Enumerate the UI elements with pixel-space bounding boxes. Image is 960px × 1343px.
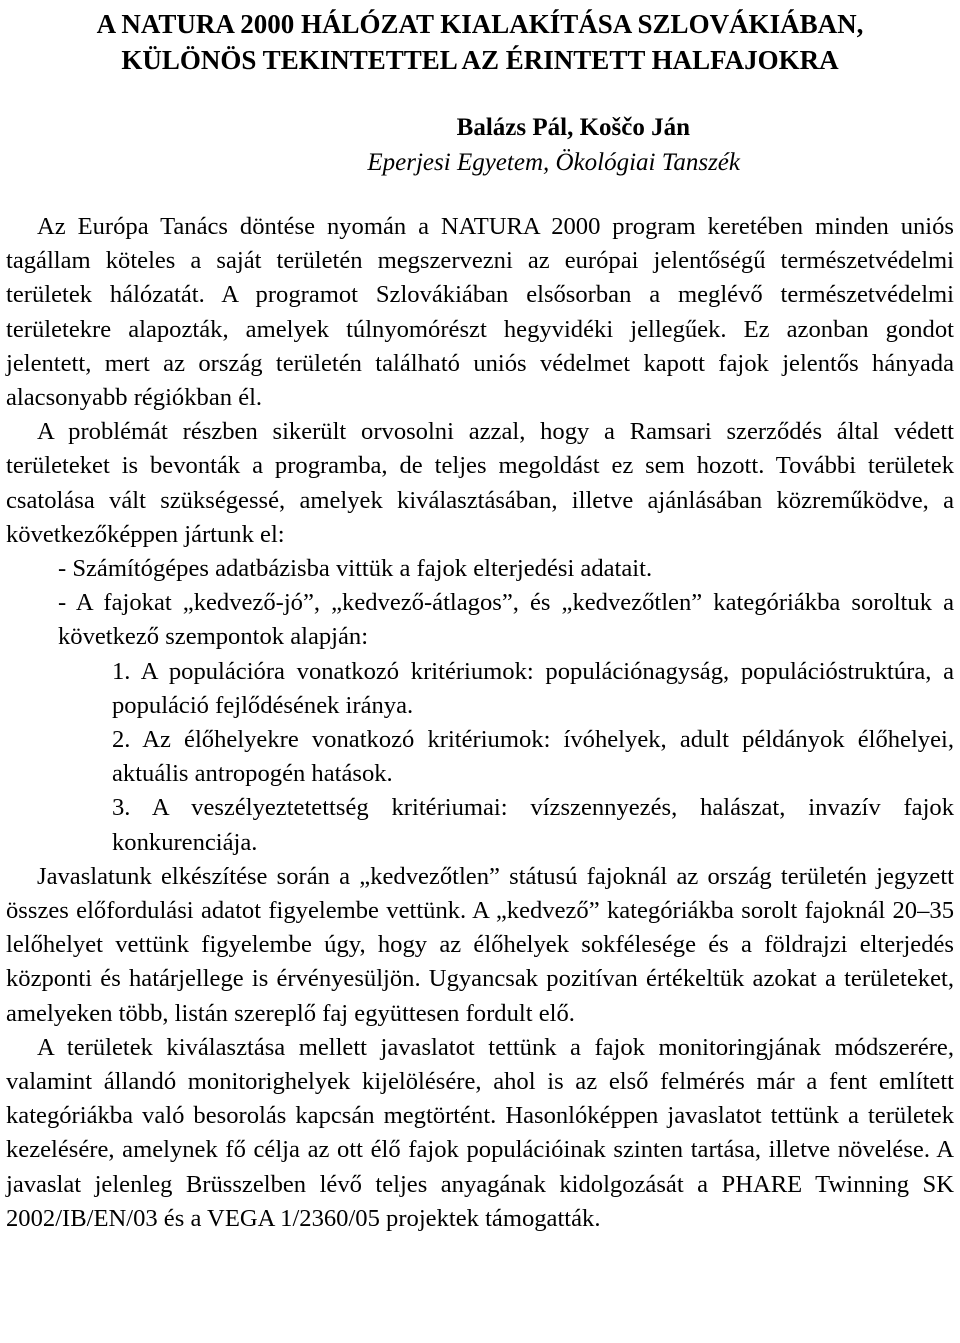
criteria-item-1: 1. A populációra vonatkozó kritériumok: populációnagyság, populációstruktúra, a populáció fejlődésének iránya. [112, 657, 954, 719]
body-text [6, 210, 954, 1236]
document-page [6, 0, 954, 1236]
affiliation: Eperjesi Egyetem, Ökológiai Tanszék [367, 149, 740, 176]
paragraph-intro: Az Európa Tanács döntése nyomán a NATURA 2000 program keretében minden uniós tagállam köteles a saját területén megszervezni az európai jelentőségű természetvédelmi területek hálózatát. A programot Szlovákiában elsősorban a meglévő természetvédelmi területekre alapozták, amelyek túlnyomórészt hegyvidéki jellegűek. Ez azonban gondot jelentett, mert az ország területén található uniós védelmet kapott fajok jelentős hányada alacsonyabb régiókban él. [6, 213, 954, 412]
authors: Balázs Pál, Koščo Ján [456, 114, 690, 141]
paragraph-ramsar: A problémát részben sikerült orvosolni azzal, hogy a Ramsari szerződés által védett területeket is bevonták a programba, de teljes megoldást ez sem hozott. További területek csatolása vált szükségessé, amelyek kiválasztásában, illetve ajánlásában közreműködve, a következőképpen jártunk el: [6, 418, 954, 548]
bullet-database: - Számítógépes adatbázisba vittük a fajok elterjedési adatait. [58, 555, 653, 583]
document-title [6, 6, 954, 78]
criteria-item-2: 2. Az élőhelyekre vonatkozó kritériumok: ívóhelyek, adult példányok élőhelyei, aktuális antropogén hatások. [112, 726, 954, 788]
criteria-item-3: 3. A veszélyeztetettség kritériumai: vízszennyezés, halászat, invazív fajok konkurenciája. [112, 794, 954, 856]
paragraph-monitoring: A területek kiválasztása mellett javaslatot tettünk a fajok monitoringjának módszerére, valamint állandó monitorighelyek kijelölésére, ahol is az első felmérés már a fent említett kategóriákba való besorolás kapcsán megtörtént. Hasonlóképpen javaslatot tettünk a területek kezelésére, amelynek fő célja az ott élő fajok populációinak szinten tartása, illetve növelése. A javaslat jelenleg Brüsszelben lévő teljes anyagának kidolgozását a PHARE Twinning SK 2002/IB/EN/03 és a VEGA 1/2360/05 projektek támogatták. [6, 1033, 954, 1232]
title-line-2: KÜLÖNÖS TEKINTETTEL AZ ÉRINTETT HALFAJOKRA [121, 45, 839, 75]
paragraph-proposal: Javaslatunk elkészítése során a „kedvezőtlen” státusú fajoknál az ország területén jegyzett összes előfordulási adatot figyelembe vettünk. A „kedvező” kategóriákba sorolt fajoknál 20–35 lelőhelyet vettünk figyelembe úgy, hogy az élőhelyek sokfélesége és a földrajzi elterjedés központi és határjellege is érvényesüljön. Ugyancsak pozitívan értékeltük azokat a területeket, amelyeken több, listán szereplő faj együttesen fordult elő. [6, 862, 954, 1027]
bullet-categories: - A fajokat „kedvező-jó”, „kedvező-átlagos”, és „kedvezőtlen” kategóriákba soroltuk a következő szempontok alapján: [58, 589, 954, 651]
title-line-1: A NATURA 2000 HÁLÓZAT KIALAKÍTÁSA SZLOVÁKIÁBAN, [96, 9, 864, 39]
